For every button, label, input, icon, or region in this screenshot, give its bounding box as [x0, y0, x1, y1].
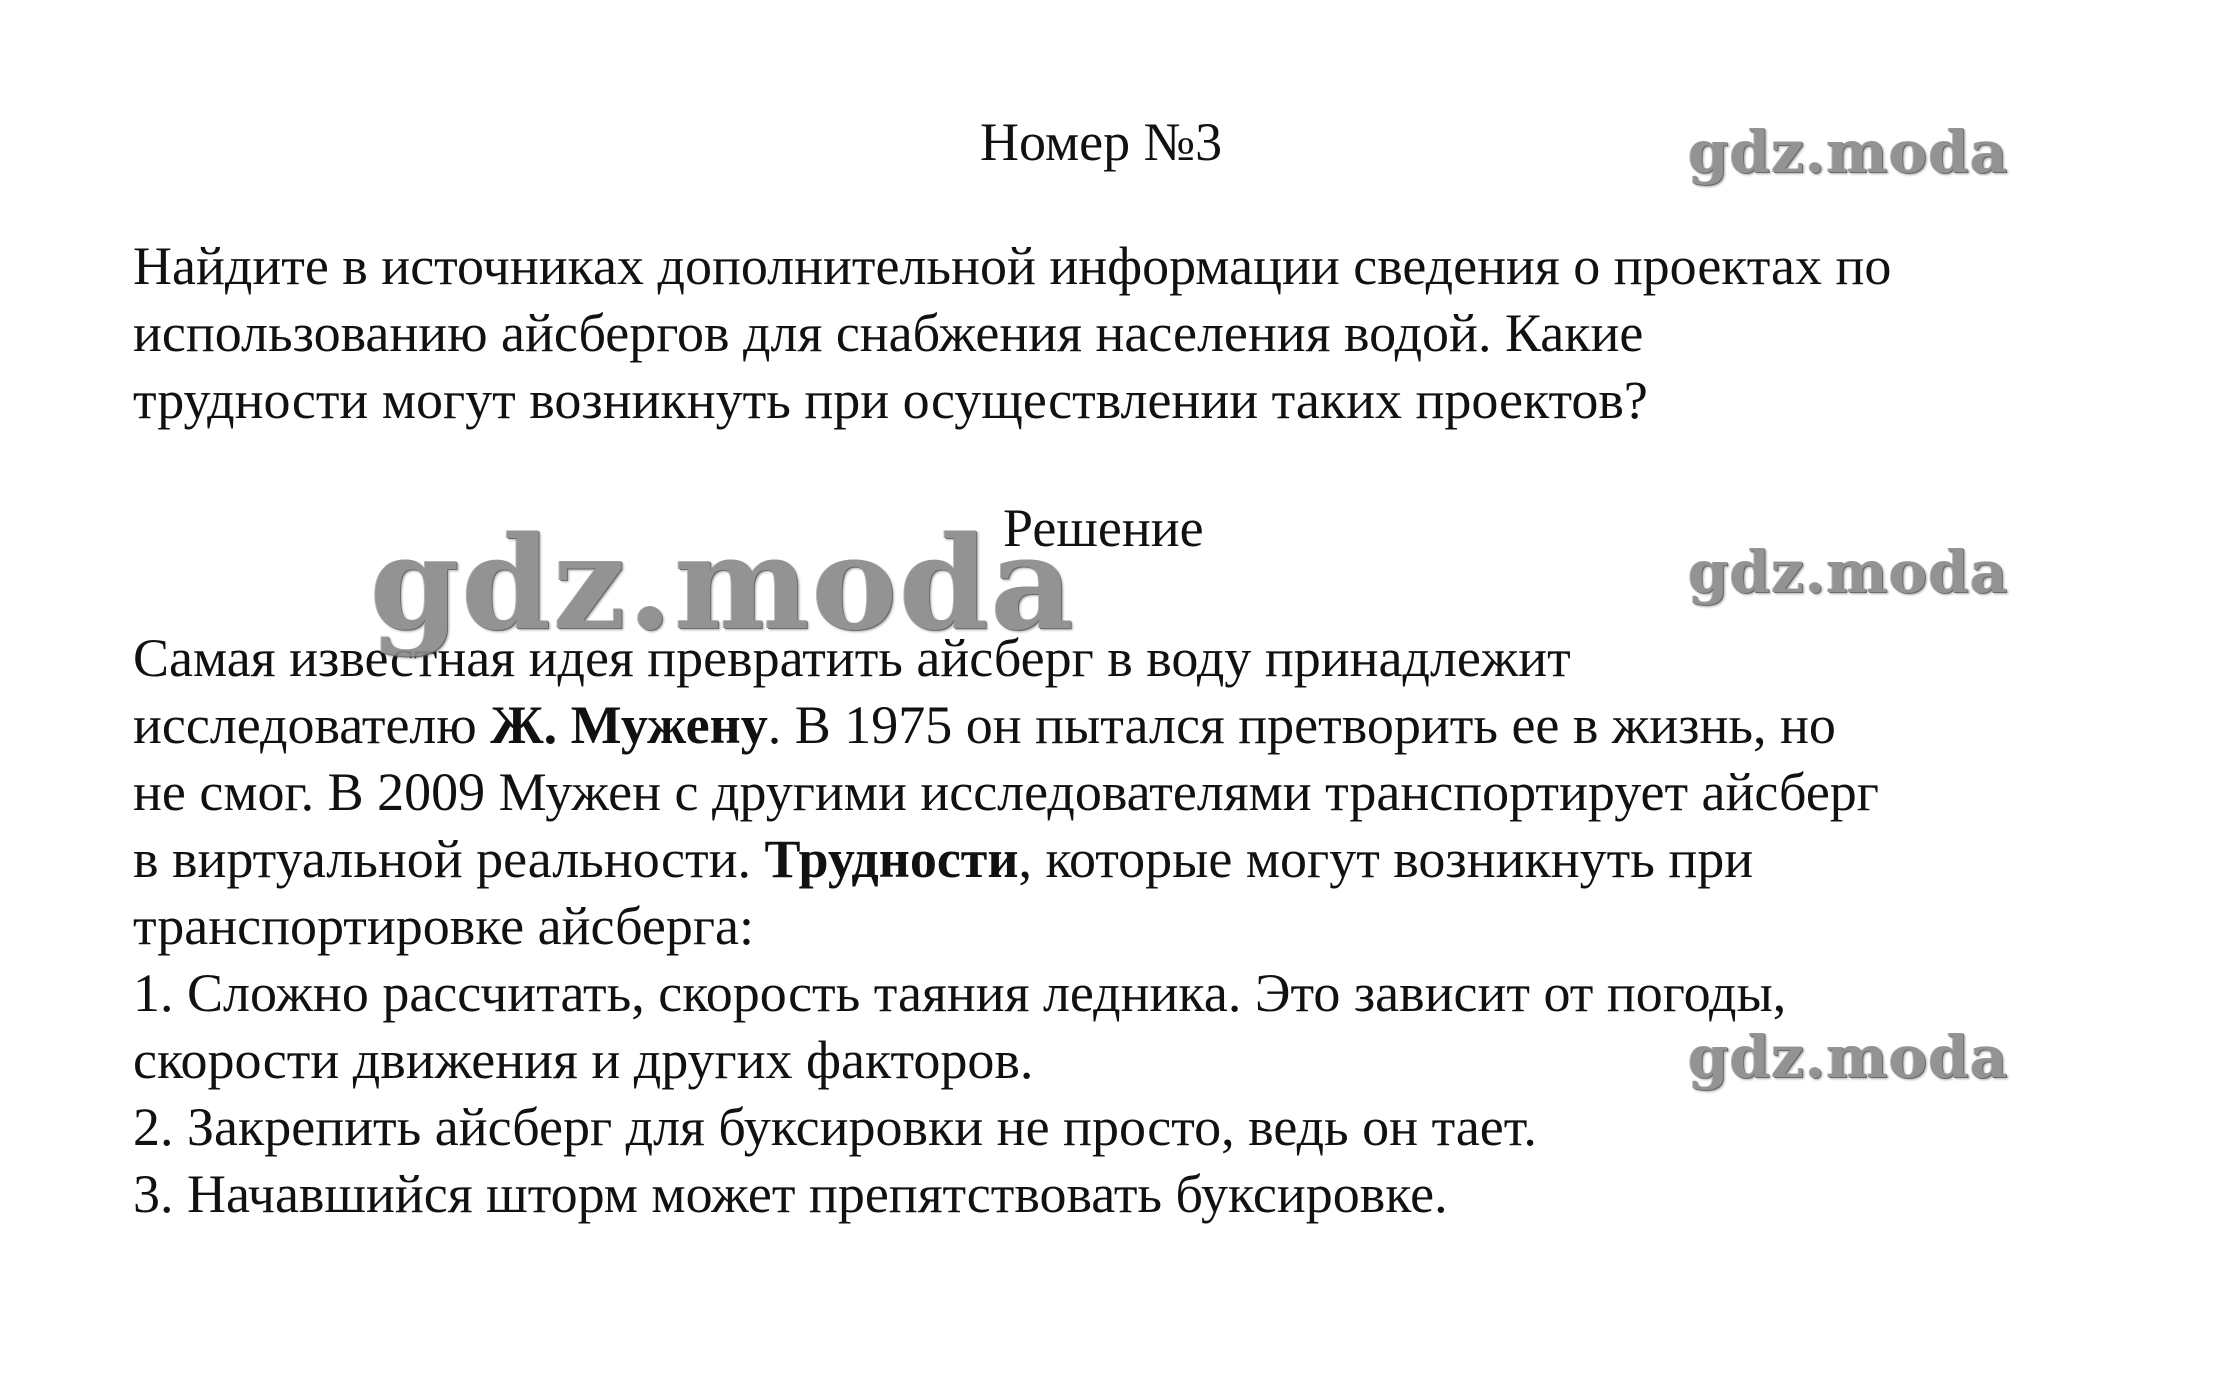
solution-line — [133, 826, 2183, 893]
solution-text-run: , которые могут возникнуть при — [1018, 829, 1754, 889]
solution-heading: Решение — [1003, 498, 1204, 558]
solution-text-run: исследователю — [133, 695, 491, 755]
watermark-logo: gdz.moda — [1688, 118, 2009, 186]
solution-line — [133, 692, 2183, 759]
watermark-logo: gdz.moda — [370, 509, 1076, 659]
task-line: трудности могут возникнуть при осуществлении таких проектов? — [133, 370, 1648, 430]
page-title: Номер №3 — [980, 112, 1223, 172]
difficulties-term: Трудности — [764, 829, 1019, 889]
researcher-name: Ж. Мужену — [490, 695, 768, 755]
solution-list-item: 3. Начавшийся шторм может препятствовать буксировке. — [133, 1164, 1448, 1224]
solution-line: скорости движения и других факторов. — [133, 1030, 1034, 1090]
solution-text-run: в виртуальной реальности. — [133, 829, 765, 889]
solution-text — [133, 625, 2183, 1228]
solution-line: не смог. В 2009 Мужен с другими исследователями транспортирует айсберг — [133, 762, 1879, 822]
watermark-logo: gdz.moda — [1688, 538, 2009, 606]
watermark-logo: gdz.moda — [1688, 1023, 2009, 1091]
solution-line: транспортировке айсберга: — [133, 896, 754, 956]
solution-text-run: . В 1975 он пытался претворить ее в жизнь, но — [767, 695, 1836, 755]
solution-line: Самая известная идея превратить айсберг в воду принадлежит — [133, 628, 1571, 688]
task-text — [133, 233, 2133, 434]
solution-list-item: 1. Сложно рассчитать, скорость таяния ледника. Это зависит от погоды, — [133, 963, 1787, 1023]
task-line: Найдите в источниках дополнительной информации сведения о проектах по — [133, 236, 1892, 296]
solution-list-item: 2. Закрепить айсберг для буксировки не просто, ведь он тает. — [133, 1097, 1537, 1157]
task-line: использованию айсбергов для снабжения населения водой. Какие — [133, 303, 1644, 363]
